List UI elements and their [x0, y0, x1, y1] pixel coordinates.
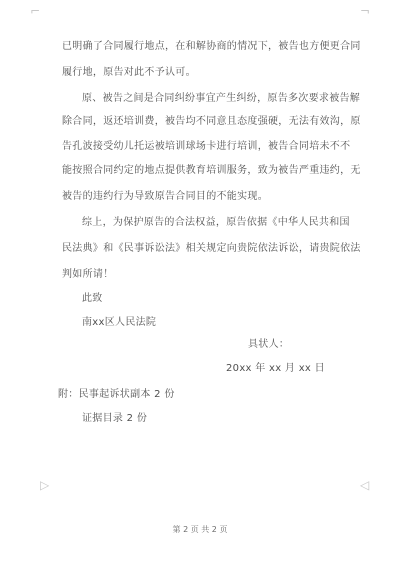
paragraph-3-line-1: 综上，为保护原告的合法权益，原告依据《中华人民共和国 — [82, 217, 350, 228]
paragraph-2-line-3: 告孔波接受幼儿托运被培训球场卡进行培训，被告合同培未不不 — [62, 141, 351, 152]
paragraph-2-line-1: 原、被告之间是合同纠纷事宜产生纠纷，原告多次要求被告解 — [82, 93, 361, 104]
bottom-left-corner-mark: ▷ — [40, 478, 50, 492]
bottom-right-corner-mark: ◁ — [360, 478, 370, 492]
top-right-corner-mark: ¬ — [360, 4, 371, 18]
court-name: 南xx区人民法院 — [82, 317, 157, 328]
attachment-1: 附：民事起诉状副本 2 份 — [58, 389, 175, 400]
paragraph-2-line-2: 除合同，返还培训费，被告均不同意且态度强硬，无法有效沟，原 — [62, 116, 361, 127]
signature-label: 具状人： — [248, 339, 290, 350]
date-line: 20xx 年 xx 月 xx 日 — [226, 363, 325, 374]
paragraph-3-line-2: 民法典》和《民事诉讼法》相关规定向贵院依法诉讼，请贵院依法 — [62, 243, 361, 254]
paragraph-1-line-1: 已明确了合同履行地点，在和解协商的情况下，被告也方便更合同 — [62, 41, 361, 52]
top-left-corner-mark: ⌐ — [30, 4, 41, 18]
paragraph-1-line-2: 履行地，原告对此不予认可。 — [62, 67, 196, 78]
attachment-2: 证据目录 2 份 — [82, 413, 148, 424]
closing-salutation: 此致 — [82, 293, 103, 304]
page-number-footer: 第 2 页 共 2 页 — [172, 525, 228, 534]
paragraph-3-line-3: 判如所请！ — [62, 269, 114, 280]
paragraph-2-line-5: 被告的违约行为导致原告合同目的不能实现。 — [62, 191, 268, 202]
paragraph-2-line-4: 能按照合同约定的地点提供教育培训服务，致为被告严重违约，无 — [62, 165, 361, 176]
